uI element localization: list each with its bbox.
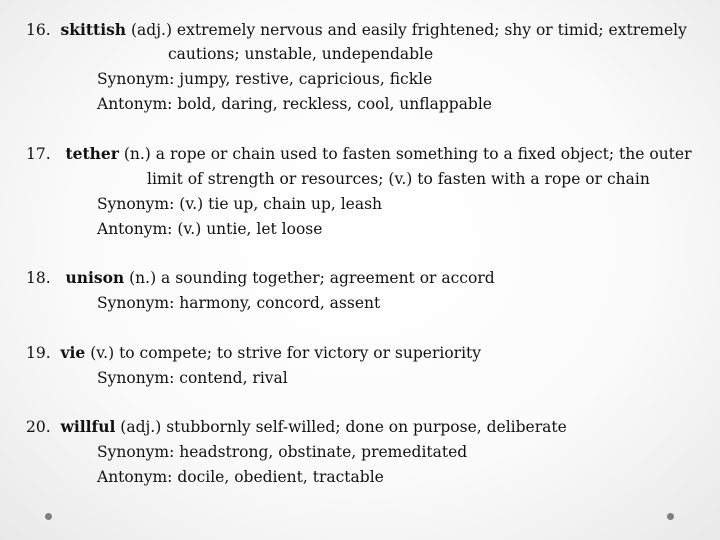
entry-word: willful: [60, 417, 116, 436]
entry-definition-continued: limit of strength or resources; (v.) to fasten with a rope or chain: [147, 170, 650, 188]
entry-synonym: Synonym: contend, rival: [97, 369, 288, 387]
entry-synonym: Synonym: harmony, concord, assent: [97, 294, 381, 312]
entry-number: 17.: [26, 145, 51, 163]
corner-bullet-left: [45, 513, 52, 520]
entry-definition: (adj.) stubbornly self-willed; done on purpose, deliberate: [115, 418, 567, 436]
entry-word: vie: [60, 343, 86, 362]
entry-number: 18.: [26, 269, 51, 287]
entry-antonym: Antonym: docile, obedient, tractable: [97, 468, 384, 486]
entry-headline: [26, 417, 567, 437]
entry-number: 19.: [26, 344, 51, 362]
entry-word: unison: [65, 268, 125, 287]
entry-number: 20.: [26, 418, 51, 436]
entry-synonym: Synonym: headstrong, obstinate, premeditated: [97, 443, 468, 461]
entry-headline: [26, 343, 481, 363]
entry-definition-continued: cautions; unstable, undependable: [168, 45, 434, 63]
entry-antonym: Antonym: bold, daring, reckless, cool, unflappable: [97, 95, 492, 113]
corner-bullet-right: [667, 513, 674, 520]
entry-definition: (adj.) extremely nervous and easily frightened; shy or timid; extremely: [126, 21, 687, 39]
entry-synonym: Synonym: (v.) tie up, chain up, leash: [97, 195, 383, 213]
entry-synonym: Synonym: jumpy, restive, capricious, fickle: [97, 70, 433, 88]
entry-antonym: Antonym: (v.) untie, let loose: [97, 220, 323, 238]
entry-definition: (n.) a sounding together; agreement or accord: [124, 269, 495, 287]
entry-word: skittish: [60, 20, 127, 39]
entry-word: tether: [65, 144, 119, 163]
entry-headline: [26, 20, 687, 40]
entry-headline: [26, 268, 495, 288]
entry-definition: (v.) to compete; to strive for victory or superiority: [85, 344, 482, 362]
entry-headline: [26, 144, 691, 164]
entry-number: 16.: [26, 21, 51, 39]
entry-definition: (n.) a rope or chain used to fasten something to a fixed object; the outer: [118, 145, 692, 163]
